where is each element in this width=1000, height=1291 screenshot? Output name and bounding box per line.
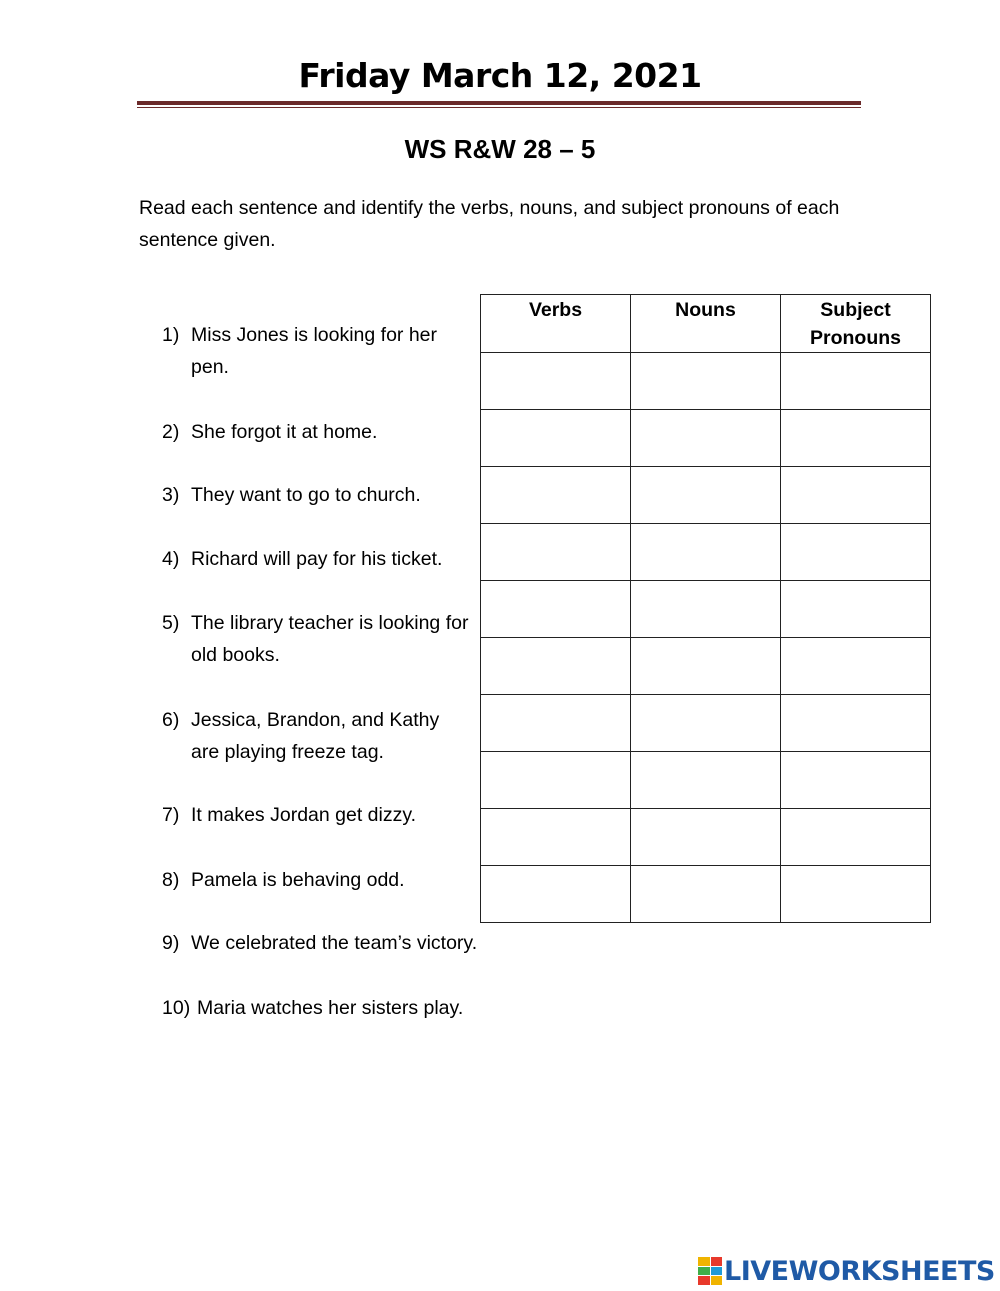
sentence-number: 5)	[162, 612, 180, 634]
sentence-item-4	[162, 543, 472, 575]
table-row	[481, 410, 931, 467]
liveworksheets-logo[interactable]	[698, 1254, 995, 1288]
sentence-item-10	[162, 992, 582, 1024]
table-row	[481, 467, 931, 524]
pronouns-answer-cell[interactable]	[781, 410, 931, 467]
sentence-text: It makes Jordan get dizzy.	[191, 804, 417, 826]
verbs-answer-cell[interactable]	[481, 695, 631, 752]
colored-blocks-icon	[698, 1257, 722, 1285]
pronouns-answer-cell[interactable]	[781, 695, 931, 752]
sentence-number: 7)	[162, 804, 180, 826]
date-title: Friday March 12, 2021	[298, 56, 702, 95]
nouns-answer-cell[interactable]	[631, 866, 781, 923]
verbs-answer-cell[interactable]	[481, 581, 631, 638]
sentence-text: Pamela is behaving odd.	[191, 869, 405, 891]
column-header-subject-pronouns: Subject Pronouns	[781, 295, 931, 353]
pronouns-answer-cell[interactable]	[781, 353, 931, 410]
table-row	[481, 809, 931, 866]
sentence-text: They want to go to church.	[191, 484, 421, 506]
nouns-answer-cell[interactable]	[631, 581, 781, 638]
nouns-answer-cell[interactable]	[631, 752, 781, 809]
sentence-text: She forgot it at home.	[191, 421, 378, 443]
column-header-verbs: Verbs	[481, 295, 631, 353]
sentence-item-9	[162, 927, 582, 959]
sentence-item-5	[162, 607, 472, 671]
answer-table-header-row	[481, 295, 931, 353]
sentence-text: Maria watches her sisters play.	[197, 997, 464, 1019]
verbs-answer-cell[interactable]	[481, 638, 631, 695]
nouns-answer-cell[interactable]	[631, 809, 781, 866]
pronouns-answer-cell[interactable]	[781, 809, 931, 866]
verbs-answer-cell[interactable]	[481, 809, 631, 866]
sentence-item-3	[162, 479, 472, 511]
nouns-answer-cell[interactable]	[631, 353, 781, 410]
nouns-answer-cell[interactable]	[631, 410, 781, 467]
sentence-number: 3)	[162, 484, 180, 506]
table-row	[481, 752, 931, 809]
sentence-item-7	[162, 799, 472, 831]
nouns-answer-cell[interactable]	[631, 695, 781, 752]
sentence-item-2	[162, 416, 472, 448]
nouns-answer-cell[interactable]	[631, 524, 781, 581]
table-row	[481, 638, 931, 695]
verbs-answer-cell[interactable]	[481, 866, 631, 923]
table-row	[481, 524, 931, 581]
sentence-number: 4)	[162, 548, 180, 570]
sentence-text: Jessica, Brandon, and Kathy are playing freeze tag.	[191, 709, 440, 763]
sentence-item-6	[162, 704, 472, 768]
sentence-number: 6)	[162, 709, 180, 731]
instructions: Read each sentence and identify the verbs, nouns, and subject pronouns of each sentence given.	[139, 197, 840, 251]
table-row	[481, 353, 931, 410]
table-row	[481, 866, 931, 923]
sentence-number: 9)	[162, 932, 180, 954]
sentence-text: We celebrated the team’s victory.	[191, 932, 478, 954]
verbs-answer-cell[interactable]	[481, 410, 631, 467]
title-rule-thin	[137, 107, 861, 108]
sentence-number: 8)	[162, 869, 180, 891]
pronouns-answer-cell[interactable]	[781, 752, 931, 809]
title-rule-thick	[137, 101, 861, 105]
table-row	[481, 581, 931, 638]
pronouns-answer-cell[interactable]	[781, 467, 931, 524]
pronouns-answer-cell[interactable]	[781, 581, 931, 638]
sentence-item-8	[162, 864, 472, 896]
logo-text: LIVEWORKSHEETS	[724, 1255, 995, 1287]
verbs-answer-cell[interactable]	[481, 353, 631, 410]
sentence-number: 1)	[162, 324, 180, 346]
sentence-item-1	[162, 319, 472, 383]
sentence-text: Richard will pay for his ticket.	[191, 548, 443, 570]
nouns-answer-cell[interactable]	[631, 638, 781, 695]
pronouns-answer-cell[interactable]	[781, 866, 931, 923]
sentence-text: The library teacher is looking for old books.	[191, 612, 469, 666]
sentence-text: Miss Jones is looking for her pen.	[191, 324, 438, 378]
column-header-nouns: Nouns	[631, 295, 781, 353]
verbs-answer-cell[interactable]	[481, 752, 631, 809]
sentence-number: 10)	[162, 997, 191, 1019]
verbs-answer-cell[interactable]	[481, 524, 631, 581]
table-row	[481, 695, 931, 752]
sentence-number: 2)	[162, 421, 180, 443]
verbs-answer-cell[interactable]	[481, 467, 631, 524]
worksheet-title: WS R&W 28 – 5	[404, 134, 596, 164]
pronouns-answer-cell[interactable]	[781, 524, 931, 581]
nouns-answer-cell[interactable]	[631, 467, 781, 524]
pronouns-answer-cell[interactable]	[781, 638, 931, 695]
answer-table	[480, 294, 931, 923]
